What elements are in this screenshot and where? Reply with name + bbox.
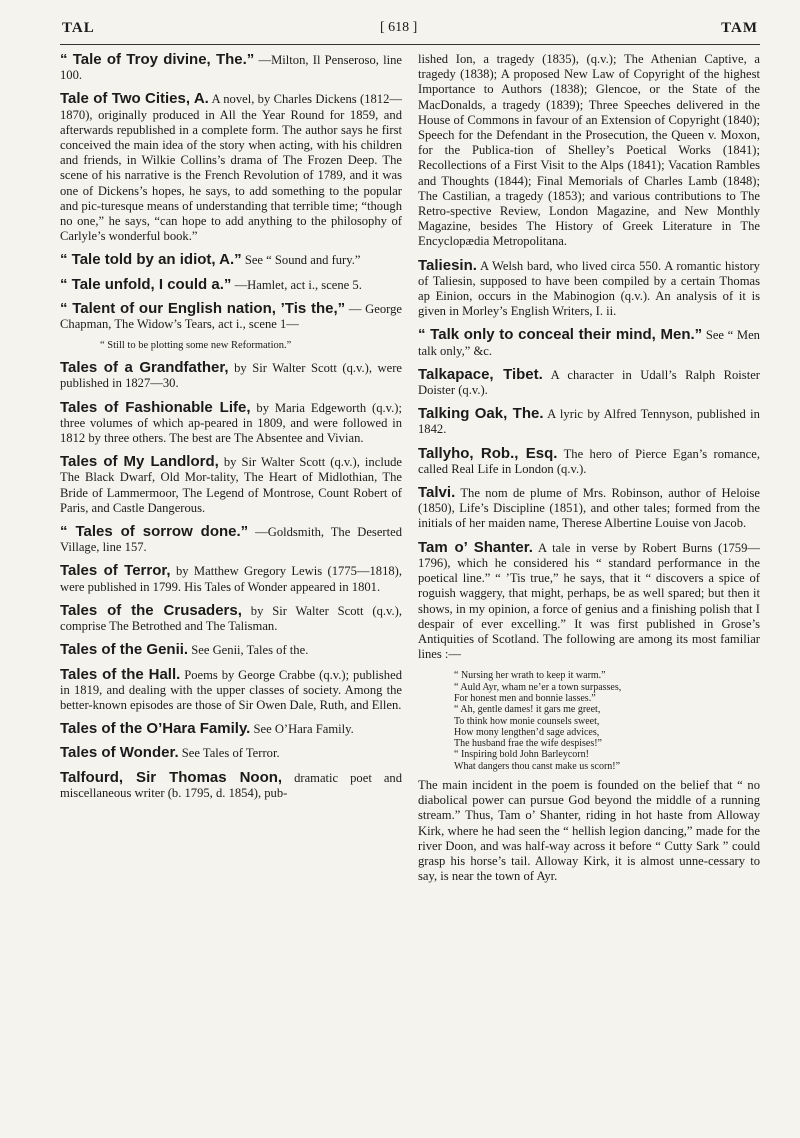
dictionary-entry	[60, 52, 402, 83]
entry-text: by Sir Walter Scott (q.v.), comprise The Betrothed and The Talisman.	[60, 603, 402, 634]
entry-headword: Talvi.	[418, 484, 456, 502]
poem-line: The husband frae the wife despises!”	[454, 738, 602, 750]
entry-headword: Tam o’ Shanter.	[418, 538, 533, 556]
entry-headword: “ Tale unfold, I could a.”	[60, 275, 232, 293]
entry-text: Poems by George Crabbe (q.v.); published in 1819, and dealing with the upper classes of society. Among the better-known episodes are those of Sir Owen Dale, Ruth, and Ellen.	[60, 667, 402, 712]
entry-text: A lyric by Alfred Tennyson, published in 1842.	[418, 407, 760, 437]
entry-text: A Welsh bard, who lived circa 550. A romantic history of Taliesin, supposed to have been compiled by a certain Thomas ap Einion, occurs in the Mabinogion (q.v.). An analysis of it is given in Morley’s English Writers, I. ii.	[418, 258, 760, 319]
poem-line: “ Inspiring bold John Barleycorn!	[454, 749, 589, 761]
poem-line: “ Nursing her wrath to keep it warm.”	[454, 670, 606, 682]
dictionary-entry	[60, 277, 402, 293]
entry-headword: Tales of My Landlord,	[60, 453, 219, 471]
entry-text: A character in Udall’s Ralph Roister Doister (q.v.).	[418, 367, 760, 398]
dictionary-entry	[60, 400, 402, 447]
entry-text: by Maria Edgeworth (q.v.); three volumes of which ap-peared in 1809, and were followed in 1812 by three others. The best are The Absentee and Vivian.	[60, 400, 402, 446]
entry-headword: “ Tale of Troy divine, The.”	[60, 51, 255, 68]
entry-headword: Talkapace, Tibet.	[418, 365, 543, 383]
entry-headword: “ Tale told by an idiot, A.”	[60, 251, 242, 269]
quote-line: “ Still to be plotting some new Reformation.”	[100, 340, 292, 352]
entry-text: A novel, by Charles Dickens (1812—1870), originally produced in All the Year Round for 1859, and afterwards republished in a complete form. The author says he first conceived the main idea of the story when acting, with his children and friends, in Wilkie Collins’s drama of The Frozen Deep. The scene of his narrative is the French Revolution of 1789, and it was one of Dickens’s hopes, he says, to add something to the popular and pic-turesque means of understanding that terrible time; “though no one,” he says, “can hope to add anything to the philosophy of Carlyle’s wonderful book.”	[60, 92, 402, 244]
entry-text: lished Ion, a tragedy (1835), (q.v.); The Athenian Captive, a tragedy (1838); A proposed New Law of Copyright of the highest Importance to Authors (1838); Glencoe, or the State of the MacDonalds, a tragedy (1839); Three Speeches delivered in the House of Commons in favour of an Extension of Copyright (1840); Speech for the Defendant in the Prosecution, the Queen v. Moxon, for the Publica-tion of Shelley’s Poetical Works (1841); Recollections of a First Visit to the Alps (1841); Vacation Rambles and Thoughts (1844); Final Memorials of Charles Lamb (1848); The Castilian, a tragedy (1853); and various contributions to The Retro-spective Review, London Magazine, and New Monthly Magazine, besides The History of Greek Literature in The Encyclopædia Metropolitana.	[418, 52, 760, 249]
entry-headword: Tales of a Grandfather,	[60, 359, 229, 377]
dictionary-entry	[60, 770, 402, 801]
entry-headword: Tallyho, Rob., Esq.	[418, 444, 558, 462]
poem-line: What dangers thou canst make us scorn!”	[454, 760, 621, 772]
entry-text: See O’Hara Family.	[253, 722, 354, 737]
dictionary-entry	[418, 778, 760, 884]
dictionary-entry	[60, 603, 402, 634]
entry-headword: Talking Oak, The.	[418, 405, 544, 423]
entry-text: dramatic poet and miscellaneous writer (b. 1795, d. 1854), pub-	[60, 770, 402, 800]
entry-text: —Milton, Il Penseroso, line 100.	[60, 53, 403, 83]
dictionary-entry	[418, 258, 760, 320]
entry-headword: Taliesin.	[418, 256, 477, 274]
page-header	[60, 18, 760, 45]
dictionary-entry	[60, 524, 402, 555]
dictionary-entry	[60, 91, 402, 244]
entry-text: See Tales of Terror.	[181, 746, 280, 761]
page-number: [ 618 ]	[380, 20, 418, 35]
entry-text: —Goldsmith, The Deserted Village, line 157.	[60, 525, 402, 555]
entry-headword: “ Tales of sorrow done.”	[60, 523, 249, 541]
entry-text: The hero of Pierce Egan’s romance, called Real Life in London (q.v.).	[418, 446, 761, 476]
dictionary-entry	[60, 301, 402, 332]
dictionary-entry	[418, 52, 760, 250]
poem-line: “ Ah, gentle dames! it gars me greet,	[454, 704, 601, 716]
running-head-left: TAL	[62, 20, 95, 36]
entry-text: See Genii, Tales of the.	[191, 643, 309, 658]
entry-text: by Sir Walter Scott (q.v.), include The Black Dwarf, Old Mor-tality, The Heart of Midlothian, The Bride of Lammermoor, The Legend of Montrose, Count Robert of Paris, and Castle Dangerous.	[60, 455, 403, 515]
entry-headword: Tales of Wonder.	[60, 744, 179, 762]
dictionary-entry	[418, 367, 760, 398]
entry-headword: Tales of the Hall.	[60, 665, 181, 683]
entry-headword: Tale of Two Cities, A.	[60, 90, 209, 108]
entry-text: by Sir Walter Scott (q.v.), were published in 1827—30.	[60, 361, 402, 391]
dictionary-entry	[60, 454, 402, 516]
dictionary-entry	[60, 667, 402, 714]
entry-text: — George Chapman, The Widow’s Tears, act i., scene 1—	[60, 301, 403, 332]
entry-text: The nom de plume of Mrs. Robinson, author of Heloise (1850), Life’s Discipline (1851), and other tales; formed from the initials of her maiden name, Therese Albertine Louise von Jacob.	[418, 486, 761, 531]
entry-headword: “ Talk only to conceal their mind, Men.”	[418, 326, 703, 344]
entry-text: See “ Sound and fury.”	[244, 253, 361, 268]
entry-headword: Tales of the O’Hara Family.	[60, 720, 251, 738]
entry-headword: Talfourd, Sir Thomas Noon,	[60, 768, 283, 786]
right-column	[418, 52, 760, 892]
dictionary-entry	[60, 252, 402, 268]
entry-headword: Tales of Fashionable Life,	[60, 398, 251, 416]
dictionary-entry	[418, 446, 760, 477]
dictionary-entry	[60, 563, 402, 594]
dictionary-entry	[60, 721, 402, 737]
block-quote	[60, 340, 402, 352]
dictionary-entry	[418, 540, 760, 663]
running-head-right: TAM	[721, 20, 758, 36]
entry-text: See “ Men talk only,” &c.	[418, 328, 760, 358]
dictionary-entry	[60, 642, 402, 658]
dictionary-entry	[418, 485, 760, 532]
dictionary-entry	[418, 327, 760, 358]
entry-headword: “ Talent of our English nation, ’Tis the,”	[60, 299, 346, 317]
entry-headword: Tales of the Genii.	[60, 641, 189, 659]
dictionary-entry	[418, 406, 760, 437]
poem-line: “ Auld Ayr, wham ne’er a town surpasses,	[454, 681, 622, 693]
poem-line: For honest men and bonnie lasses.”	[454, 692, 596, 704]
left-column	[60, 52, 402, 809]
poem-line: How mony lengthen’d sage advices,	[454, 726, 600, 738]
entry-headword: Tales of the Crusaders,	[60, 601, 242, 619]
poem-line: To think how monie counsels sweet,	[454, 715, 600, 727]
entry-text: —Hamlet, act i., scene 5.	[234, 277, 362, 292]
dictionary-entry	[60, 745, 402, 761]
poem-excerpt	[418, 670, 760, 772]
entry-text: by Matthew Gregory Lewis (1775—1818), were published in 1799. His Tales of Wonder appeared in 1801.	[60, 564, 403, 594]
entry-headword: Tales of Terror,	[60, 562, 171, 580]
dictionary-entry	[60, 360, 402, 391]
entry-text: A tale in verse by Robert Burns (1759—1796), which he considered his “ standard performance in the poetical line.” “ ’Tis true,” he says, that it “ discovers a spice of roguish waggery, that might, perhaps, be as well spared; but then it shows, in my opinion, a force of genius and a finishing polish that I despair of ever excelling.” It was first published in Grose’s Antiquities of Scotland. The following are among its most familiar lines :—	[418, 540, 760, 662]
entry-text: The main incident in the poem is founded on the belief that “ no diabolical power can pursue God beyond the middle of a running stream.” Thus, Tam o’ Shanter, riding in hot haste from Alloway Kirk, where he had seen the “ hellish legion dancing,” made for the river Doon, and was half-way across it before “ Cutty Sark ” could grasp his horse’s tail. Alloway Kirk, it is almost unne-cessary to say, is near the town of Ayr.	[418, 777, 760, 884]
